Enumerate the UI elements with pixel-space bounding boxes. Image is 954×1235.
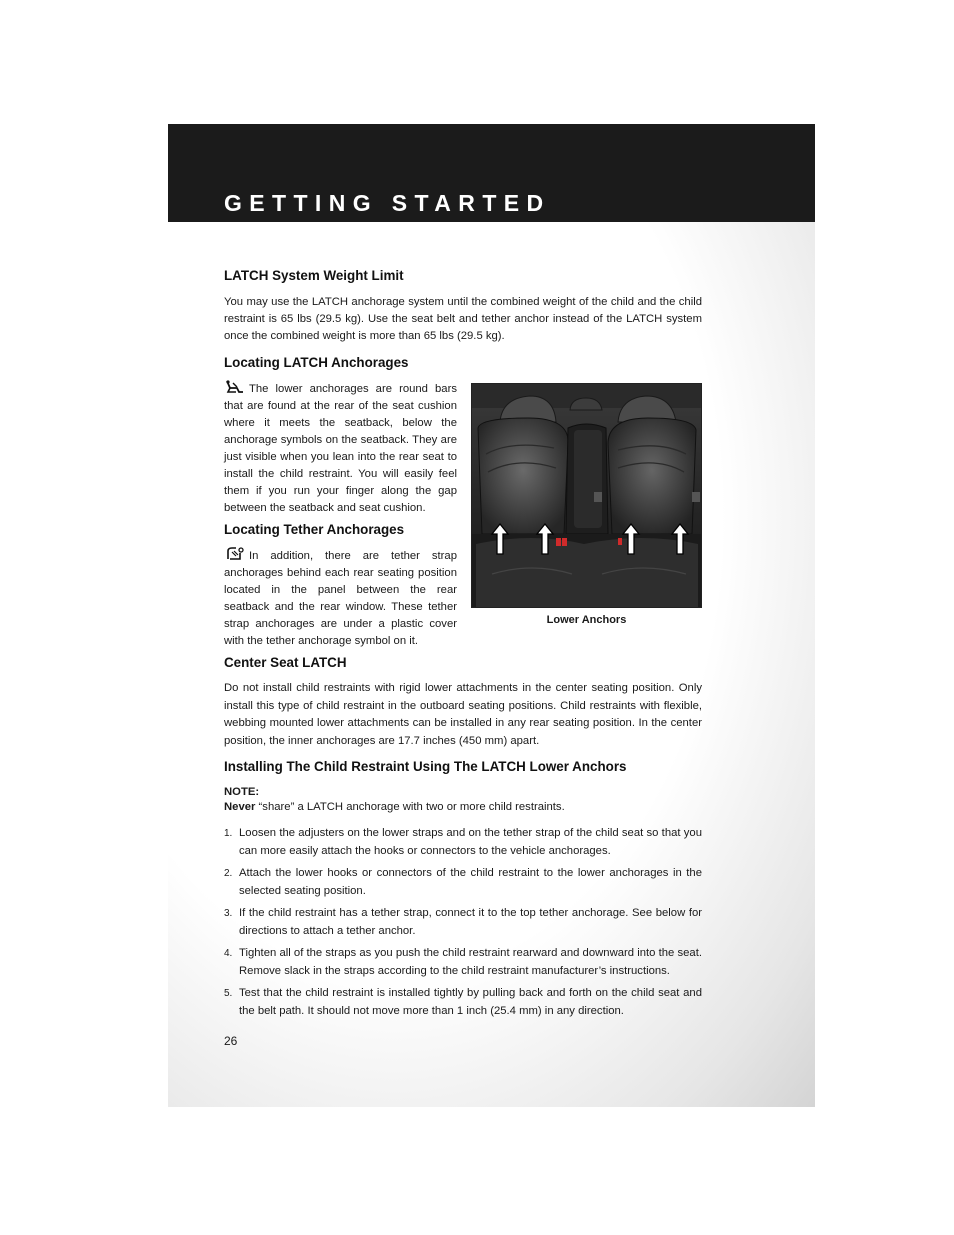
page-title: GETTING STARTED bbox=[224, 190, 551, 216]
step-text: If the child restraint has a tether strap, connect it to the top tether anchorage. See below for directions to attach a tether anchor. bbox=[239, 907, 702, 937]
weight-limit-text: You may use the LATCH anchorage system until the combined weight of the child and the child restraint is 65 lbs (29.5 kg). Use the seat belt and tether anchor instead of the LATCH system once the combined weight is more than 65 lbs (29.5 kg). bbox=[224, 296, 702, 342]
install-steps bbox=[224, 825, 702, 1025]
heading-center-seat: Center Seat LATCH bbox=[224, 655, 347, 670]
list-item bbox=[224, 825, 702, 860]
header-band bbox=[168, 124, 815, 222]
list-item bbox=[224, 945, 702, 980]
heading-installing: Installing The Child Restraint Using The LATCH Lower Anchors bbox=[224, 759, 627, 774]
note-text: “share” a LATCH anchorage with two or more child restraints. bbox=[255, 801, 565, 813]
note-block bbox=[224, 786, 702, 816]
heading-locating-latch: Locating LATCH Anchorages bbox=[224, 355, 409, 370]
step-number: 4. bbox=[224, 948, 233, 959]
center-seat-text: Do not install child restraints with rigid lower attachments in the center seating position. Only install this type of child restraint in the outboard seating positions. Child restraints with flexible, webbing mounted lower attachments can be installed in any rear seating position. In the center position, the inner anchorages are 17.7 inches (450 mm) apart. bbox=[224, 682, 702, 747]
step-number: 2. bbox=[224, 868, 233, 879]
step-number: 1. bbox=[224, 828, 233, 839]
heading-locating-tether: Locating Tether Anchorages bbox=[224, 522, 405, 537]
step-number: 3. bbox=[224, 908, 233, 919]
page-number: 26 bbox=[224, 1034, 238, 1048]
heading-weight-limit: LATCH System Weight Limit bbox=[224, 268, 404, 283]
step-text: Test that the child restraint is installed tightly by pulling back and forth on the child seat and the belt path. It should not move more than 1 inch (25.4 mm) in any direction. bbox=[239, 987, 702, 1017]
step-text: Loosen the adjusters on the lower straps and on the tether strap of the child seat so that you can more easily attach the hooks or connectors to the vehicle anchorages. bbox=[239, 827, 702, 857]
list-item bbox=[224, 905, 702, 940]
step-text: Attach the lower hooks or connectors of the child restraint to the lower anchorages in the selected seating position. bbox=[239, 867, 702, 897]
locating-latch-text: The lower anchorages are round bars that are found at the rear of the seat cushion where it meets the seatback, below the anchorage symbols on the seatback. They are just visible when you lean into the rear seat to install the child restraint. You will easily feel them if you run your finger along the gap between the seatback and seat cushion. bbox=[224, 383, 457, 514]
locating-latch-block bbox=[224, 380, 457, 517]
step-number: 5. bbox=[224, 988, 233, 999]
locating-tether-text: In addition, there are tether strap anchorages behind each rear seating position located in the panel between the rear seatback and the rear window. These tether strap anchorages are under a plastic cover with the tether anchorage symbol on it. bbox=[224, 550, 457, 647]
note-emphasis: Never bbox=[224, 801, 256, 813]
figure-caption: Lower Anchors bbox=[546, 614, 627, 626]
rear-seat-photo bbox=[471, 383, 702, 608]
locating-tether-block bbox=[224, 547, 457, 650]
list-item bbox=[224, 985, 702, 1020]
tether-anchor-icon bbox=[224, 547, 246, 561]
manual-page bbox=[168, 124, 815, 1107]
step-text: Tighten all of the straps as you push the child restraint rearward and downward into the seat. Remove slack in the straps according to the child restraint manufacturer’s instructions. bbox=[239, 947, 702, 977]
child-seat-lower-anchor-icon bbox=[224, 380, 246, 394]
list-item bbox=[224, 865, 702, 900]
note-label: NOTE: bbox=[224, 786, 260, 798]
